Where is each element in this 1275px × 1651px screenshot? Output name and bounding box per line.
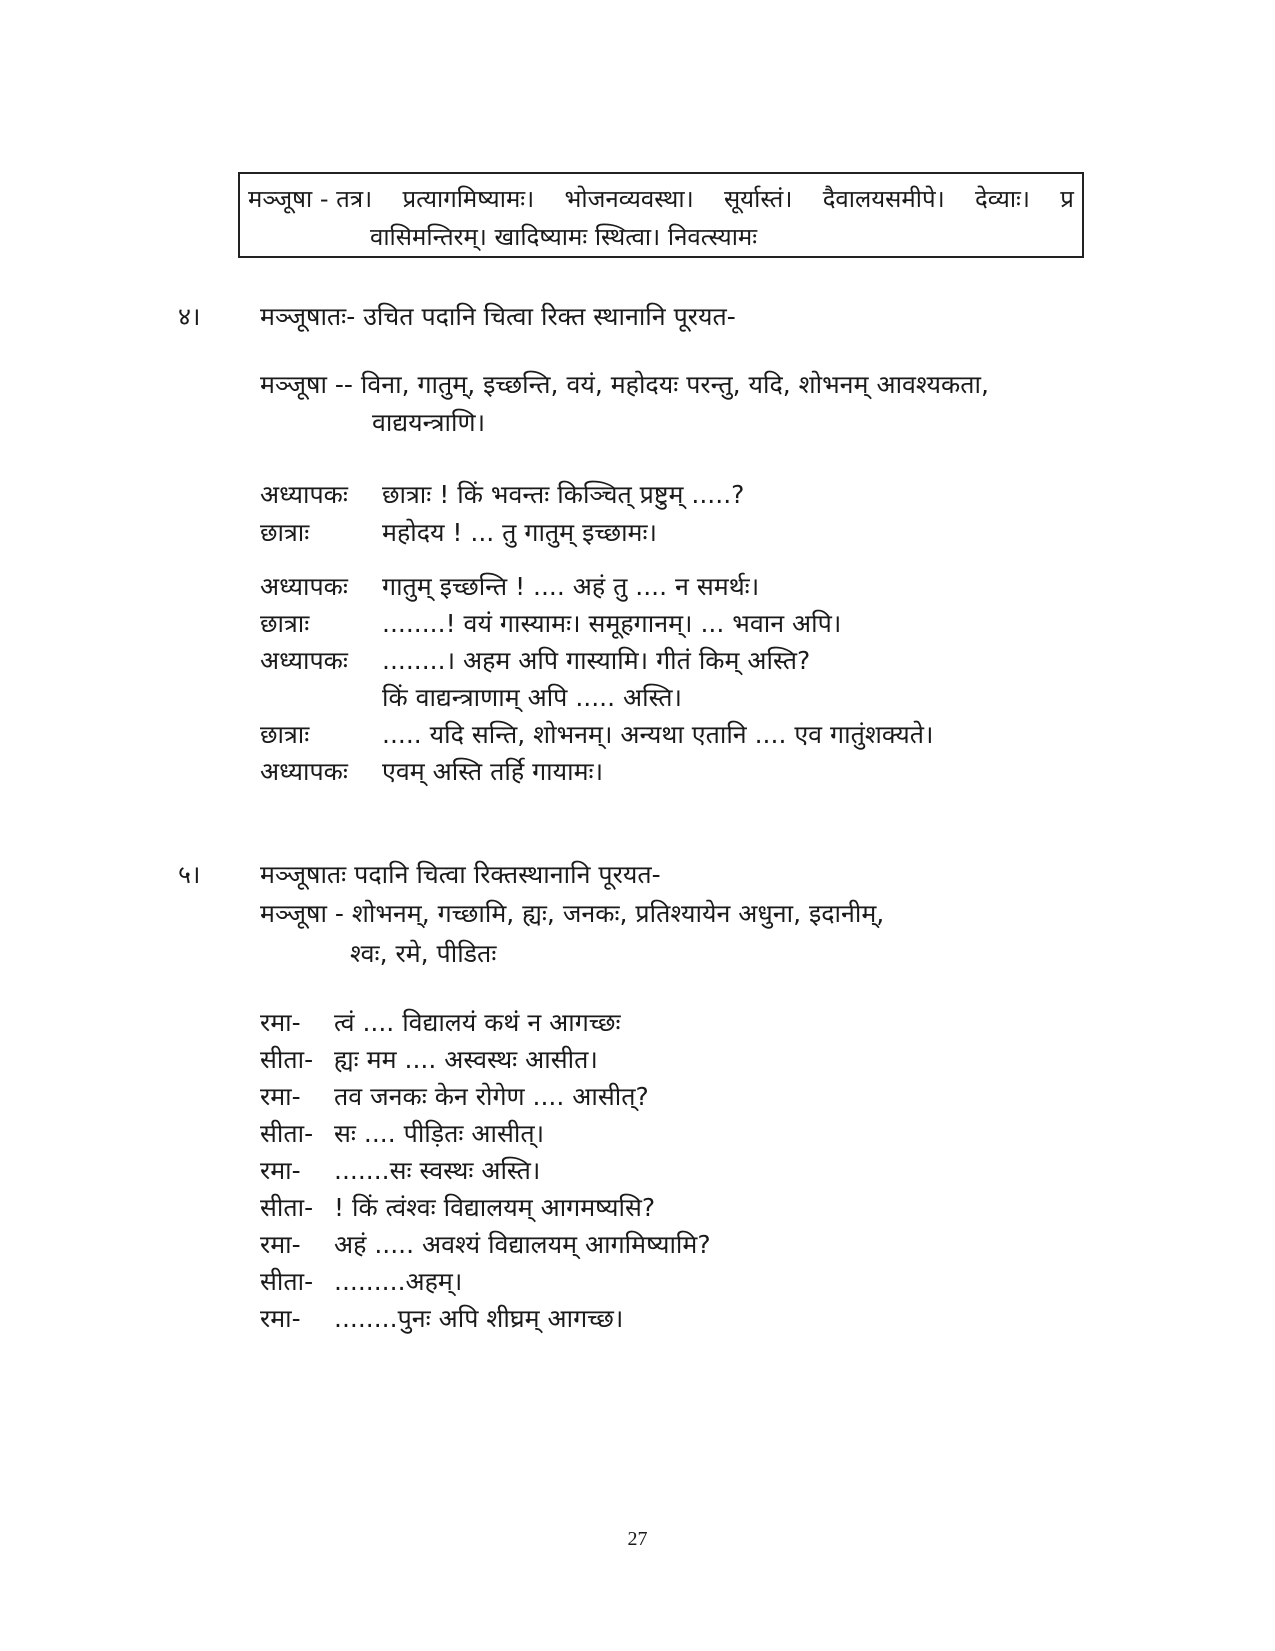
dialog-text: गातुम् इच्छन्ति ! .... अहं तु .... न समर्थः। [382,572,760,601]
speaker: रमा- [260,1156,301,1185]
question-5 [178,856,1098,1337]
speaker: सीता- [260,1267,314,1296]
dialog-line [260,642,1098,679]
dialog-text: ..... यदि सन्ति, शोभनम्। अन्यथा एतानि .... एव गातुंशक्यते। [382,720,934,749]
question-number: ५। [178,860,201,889]
dialog-text: ........पुनः अपि शीघ्रम् आगच्छ। [334,1304,624,1333]
word-box-item: दैवालयसमीपे। [822,185,945,213]
dialog-line [260,1041,1098,1078]
question-heading: मञ्जूषातः- उचित पदानि चित्वा रिक्त स्थानानि पूरयत- [260,302,736,331]
dialog-line [260,476,1098,514]
dialog-text: .......सः स्वस्थः अस्ति। [334,1156,541,1185]
dialog-text: किं वाद्यन्त्राणाम् अपि ..... अस्ति। [382,683,683,712]
dialog-line [260,1078,1098,1115]
dialog-line [260,605,1098,642]
dialog-text: छात्राः ! किं भवन्तः किञ्चित् प्रष्टुम् .....? [382,480,745,509]
dialog-text: ........! वयं गास्यामः। समूहगानम्। ... भवान अपि। [382,609,842,638]
word-box-item: सूर्यास्तं। [723,185,793,213]
speaker: छात्राः [260,518,310,547]
question-heading: मञ्जूषातः पदानि चित्वा रिक्तस्थानानि पूरयत- [260,860,661,889]
dialog-text: अहं ..... अवश्यं विद्यालयम् आगमिष्यामि? [334,1230,711,1259]
word-box-item: देव्याः। [974,185,1031,213]
manjusha-line-1: मञ्जूषा - शोभनम्, गच्छामि, ह्यः, जनकः, प्रतिश्यायेन अधुना, इदानीम्, [260,899,885,928]
speaker: रमा- [260,1304,301,1333]
word-box [238,172,1084,258]
word-box-item: प्र [1060,185,1074,213]
dialog-text: सः .... पीड़ितः आसीत्। [334,1119,545,1148]
speaker: अध्यापकः [260,646,348,675]
dialog-text: त्वं .... विद्यालयं कथं न आगच्छः [334,1008,621,1037]
speaker: सीता- [260,1045,314,1074]
dialog-line [260,1152,1098,1189]
dialog-line [260,679,1098,716]
dialog-group-2 [260,568,1098,790]
dialog-line [260,1004,1098,1041]
speaker: छात्राः [260,720,310,749]
dialog-line [260,1263,1098,1300]
manjusha [260,366,1098,442]
dialog-line [260,753,1098,790]
dialog-line [260,1115,1098,1152]
dialog-text: ........। अहम अपि गास्यामि। गीतं किम् अस्ति? [382,646,811,675]
speaker: अध्यापकः [260,572,348,601]
dialog-line [260,1300,1098,1337]
speaker: सीता- [260,1119,314,1148]
dialog-line [260,1226,1098,1263]
speaker: अध्यापकः [260,757,348,786]
dialog-text: ह्यः मम .... अस्वस्थः आसीत। [334,1045,598,1074]
dialog-text: एवम् अस्ति तर्हि गायामः। [382,757,604,786]
word-box-line-1 [248,180,1074,218]
speaker: रमा- [260,1008,301,1037]
speaker: छात्राः [260,609,310,638]
dialog-text: महोदय ! ... तु गातुम् इच्छामः। [382,518,658,547]
dialog-line [260,514,1098,552]
word-box-item: मञ्जूषा - तत्र। [248,185,373,213]
speaker: अध्यापकः [260,480,348,509]
speaker: सीता- [260,1193,314,1222]
dialog-line [260,568,1098,605]
word-box-item: प्रत्यागमिष्यामः। [402,185,535,213]
dialog-group [260,1004,1098,1337]
speaker: रमा- [260,1230,301,1259]
speaker: रमा- [260,1082,301,1111]
word-box-line-2: वासिमन्तिरम्। खादिष्यामः स्थित्वा। निवत्स्यामः [370,223,758,251]
dialog-text: तव जनकः केन रोगेण .... आसीत्? [334,1082,649,1111]
manjusha-line-2: श्वः, रमे, पीडितः [350,939,497,968]
speaker [260,679,382,716]
question-number: ४। [178,302,201,331]
dialog-text: .........अहम्। [334,1267,463,1296]
manjusha [260,894,1098,974]
manjusha-line-2: वाद्ययन्त्राणि। [372,408,486,437]
page-number: 27 [627,1528,648,1550]
dialog-line [260,716,1098,753]
question-4 [178,298,1098,790]
dialog-line [260,1189,1098,1226]
manjusha-line-1: मञ्जूषा -- विना, गातुम्, इच्छन्ति, वयं, महोदयः परन्तु, यदि, शोभनम् आवश्यकता, [260,370,989,399]
dialog-text: ! किं त्वंश्वः विद्यालयम् आगमष्यसि? [334,1193,656,1222]
word-box-item: भोजनव्यवस्था। [564,185,694,213]
dialog-group-1 [260,476,1098,552]
